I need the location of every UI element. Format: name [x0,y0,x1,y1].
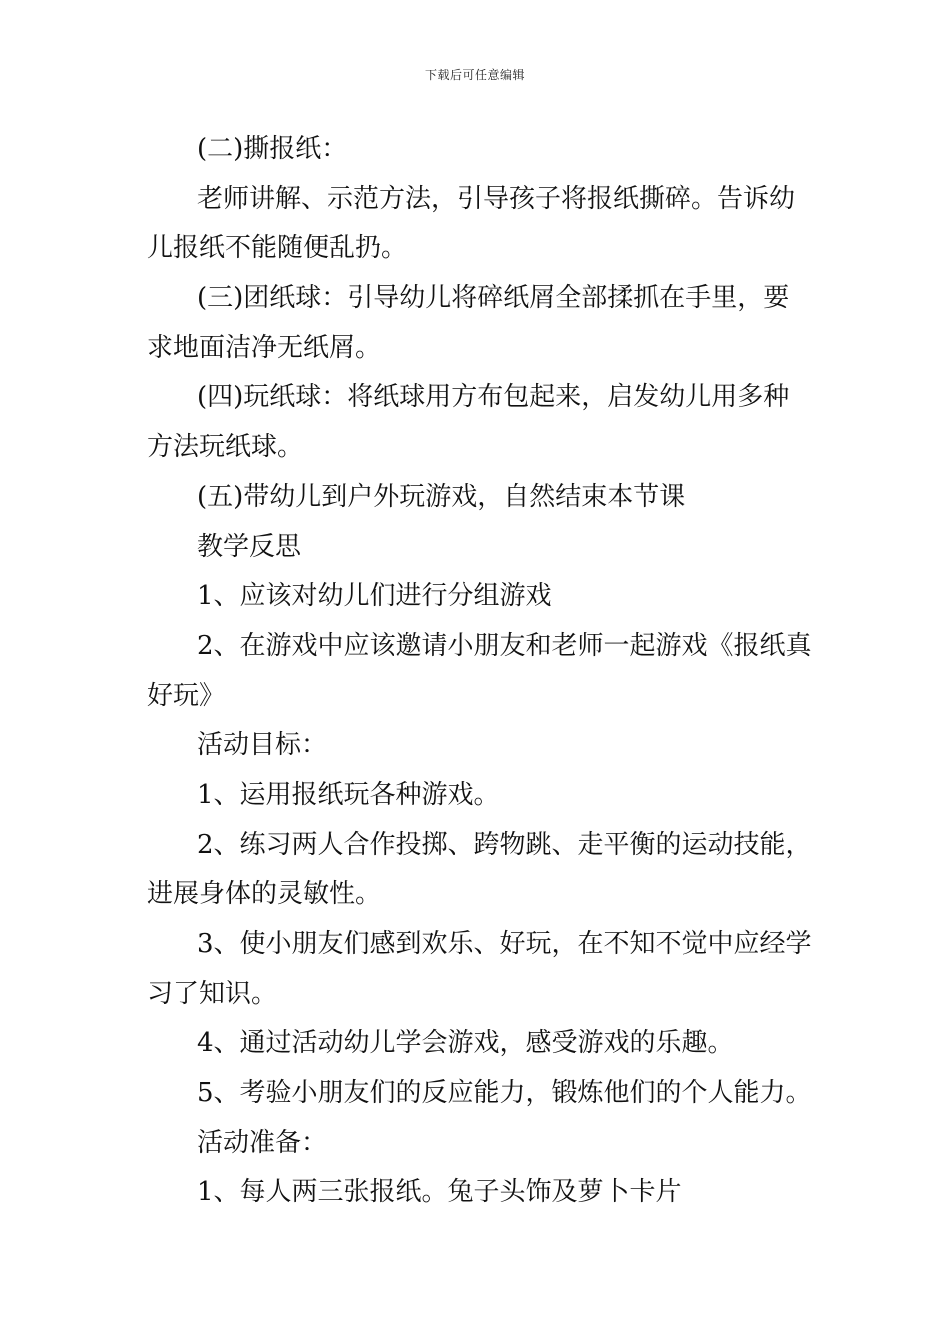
page-header: 下载后可任意编辑 [424,68,525,82]
document-body [147,125,812,1218]
section-heading-play-ball: (四)玩纸球：将纸球用方布包起来，启发幼儿用多种 [197,382,790,413]
list-item-continuation: 好玩》 [147,680,226,711]
section-heading-goals: 活动目标： [197,730,328,761]
section-heading-tear-paper: (二)撕报纸： [197,134,348,164]
paragraph-line: 求地面洁净无纸屑。 [147,332,382,363]
section-heading-reflection: 教学反思 [197,531,302,562]
list-item: 1、应该对幼儿们进行分组游戏 [197,581,552,612]
list-item: 3、使小朋友们感到欢乐、好玩，在不知不觉中应经学 [197,929,812,959]
paragraph-line: 老师讲解、示范方法，引导孩子将报纸撕碎。告诉幼 [197,183,796,214]
list-item-continuation: 习了知识。 [147,978,278,1009]
section-heading-preparation: 活动准备： [197,1127,328,1158]
list-item: 2、在游戏中应该邀请小朋友和老师一起游戏《报纸真 [197,630,812,661]
paragraph-line: 儿报纸不能随便乱扔。 [147,233,408,264]
list-item: 1、运用报纸玩各种游戏。 [197,779,500,810]
paragraph-line: 方法玩纸球。 [147,432,304,463]
list-item-continuation: 进展身体的灵敏性。 [147,879,382,910]
list-item: 1、每人两三张报纸。兔子头饰及萝卜卡片 [197,1177,682,1208]
list-item: 4、通过活动幼儿学会游戏，感受游戏的乐趣。 [197,1028,734,1059]
section-heading-outdoor: (五)带幼儿到户外玩游戏，自然结束本节课 [197,481,686,512]
section-heading-paper-ball: (三)团纸球：引导幼儿将碎纸屑全部揉抓在手里，要 [197,283,790,314]
list-item: 2、练习两人合作投掷、跨物跳、走平衡的运动技能， [197,829,812,860]
list-item: 5、考验小朋友们的反应能力，锻炼他们的个人能力。 [197,1078,812,1109]
